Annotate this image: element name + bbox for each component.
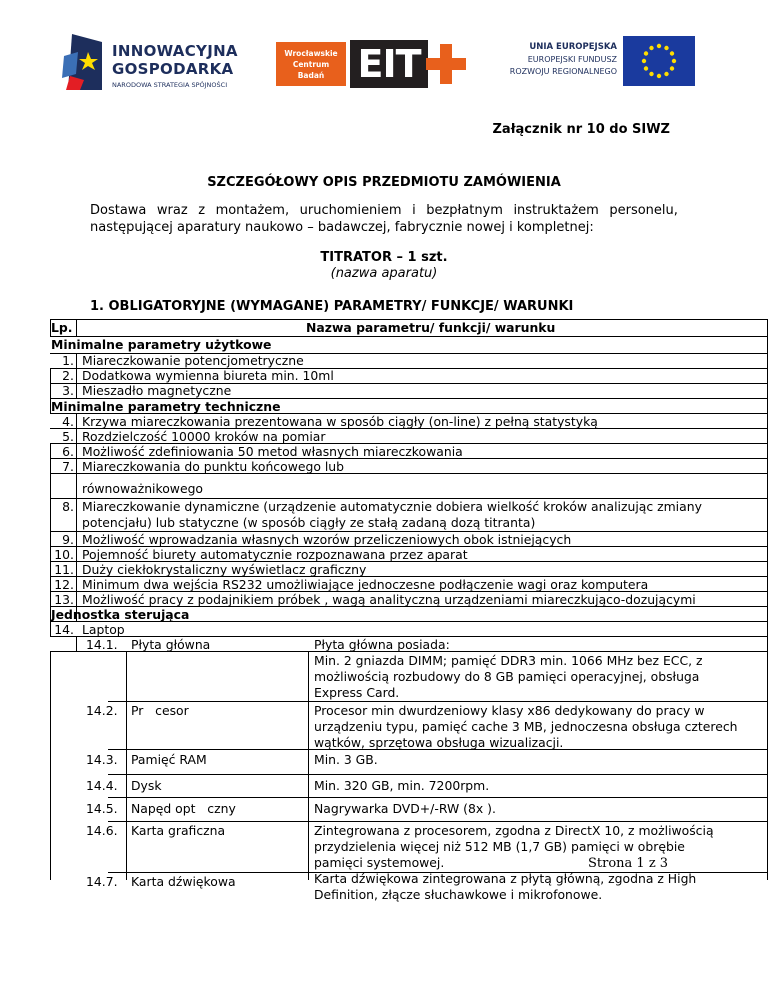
logo-eit-plus: [276, 40, 468, 90]
subrow-name: Karta graficzna: [131, 823, 226, 838]
row-number: 11.: [54, 562, 74, 577]
subrow-desc: Płyta główna posiada:: [314, 637, 450, 652]
row-text: Możliwość pracy z podajnikiem próbek , wagą analityczną urządzeniami miareczkująco-dozującymi: [82, 592, 696, 607]
row-text: Duży ciekłokrystaliczny wyświetlacz graficzny: [82, 562, 367, 577]
ue-line2: EUROPEJSKI FUNDUSZ: [527, 55, 617, 64]
subrow-desc: Procesor min dwurdzeniowy klasy x86 dedykowany do pracy w: [314, 703, 705, 718]
row-text: Krzywa miareczkowania prezentowana w sposób ciągły (on-line) z pełną statystyką: [82, 414, 598, 429]
subrow-name: Karta dźwiękowa: [131, 874, 236, 889]
logo-ig-line1: INNOWACYJNA: [112, 42, 238, 60]
subrow-name: Napęd opt czny: [131, 801, 236, 816]
subrow-number: 14.7.: [86, 874, 118, 889]
row-number: 2.: [62, 368, 74, 383]
row-number: 3.: [62, 383, 74, 398]
row-text: Miareczkowanie potencjometryczne: [82, 353, 304, 368]
row-number: 4.: [62, 414, 74, 429]
row-text: Pojemność biurety automatycznie rozpoznawana przez aparat: [82, 547, 468, 562]
subrow-desc: Zintegrowana z procesorem, zgodna z DirectX 10, z możliwością: [314, 823, 714, 838]
logo-innowacyjna-gospodarka: [62, 32, 242, 96]
row-text-cont: potencjału) lub statyczne (w sposób ciągły ze stałą zadaną dozą titranta): [82, 515, 536, 530]
row-number: 12.: [54, 577, 74, 592]
row-number: 14.: [54, 622, 74, 637]
wcb-line1: Wrocławskie: [284, 49, 338, 58]
logo-unia-europejska: [490, 32, 695, 94]
row-number: 5.: [62, 429, 74, 444]
parameters-table: [50, 319, 768, 902]
col-header-lp: Lp.: [51, 320, 73, 335]
group-heading: Minimalne parametry techniczne: [51, 399, 281, 414]
row-text: Laptop: [82, 622, 125, 637]
intro-paragraph: Dostawa wraz z montażem, uruchomieniem i bezpłatnym instruktażem personelu, następującej aparatury naukowo – badawczej, fabrycznie nowej i kompletnej:: [90, 203, 678, 235]
subrow-number: 14.1.: [86, 637, 118, 652]
subrow-desc: Min. 320 GB, min. 7200rpm.: [314, 778, 490, 793]
logo-ig-line3: NARODOWA STRATEGIA SPÓJNOŚCI: [112, 81, 228, 89]
subrow-desc: Definition, złącze słuchawkowe i mikrofonowe.: [314, 887, 603, 902]
subrow-name: Dysk: [131, 778, 162, 793]
wcb-line2: Centrum: [292, 60, 330, 69]
subrow-desc: możliwością rozbudowy do 8 GB pamięci operacyjnej, obsługa: [314, 669, 700, 684]
row-text-cont: równoważnikowego: [82, 481, 204, 496]
wcb-line3: Badań: [297, 71, 325, 80]
device-name: TITRATOR – 1 szt.: [320, 250, 448, 265]
subrow-desc: Express Card.: [314, 685, 400, 700]
eit-text: EIT: [350, 40, 428, 88]
row-number: 8.: [62, 499, 74, 514]
device-caption: (nazwa aparatu): [330, 266, 438, 281]
subrow-desc: wątków, sprzętowa obsługa wizualizacji.: [314, 735, 564, 750]
subrow-desc: urządzeniu typu, pamięć cache 3 MB, jednoczesna obsługa czterech: [314, 719, 738, 734]
group-heading: Minimalne parametry użytkowe: [51, 337, 272, 352]
row-text: Możliwość zdefiniowania 50 metod własnych miareczkowania: [82, 444, 463, 459]
document-title: SZCZEGÓŁOWY OPIS PRZEDMIOTU ZAMÓWIENIA: [207, 175, 561, 190]
subrow-number: 14.3.: [86, 752, 118, 767]
subrow-name: Pr cesor: [131, 703, 189, 718]
subrow-desc: Karta dźwiękowa zintegrowana z płytą główną, zgodna z High: [314, 871, 697, 886]
subrow-desc: Nagrywarka DVD+/-RW (8x ).: [314, 801, 496, 816]
intro-line2: następującej aparatury naukowo – badawczej, fabrycznie nowej i kompletnej:: [90, 220, 594, 235]
ue-line1: UNIA EUROPEJSKA: [529, 42, 617, 52]
wcb-box: [276, 42, 346, 86]
subrow-desc: Min. 3 GB.: [314, 752, 378, 767]
row-text: Minimum dwa wejścia RS232 umożliwiające jednoczesne podłączenie wagi oraz komputera: [82, 577, 649, 592]
row-number: 9.: [62, 532, 74, 547]
group-heading: Jednostka sterująca: [51, 607, 190, 622]
subrow-number: 14.6.: [86, 823, 118, 838]
ue-line3: ROZWOJU REGIONALNEGO: [509, 67, 617, 76]
subrow-number: 14.4.: [86, 778, 118, 793]
col-header-name: Nazwa parametru/ funkcji/ warunku: [306, 320, 556, 335]
subrow-name: Pamięć RAM: [131, 752, 207, 767]
section-title: 1. OBLIGATORYJNE (WYMAGANE) PARAMETRY/ FUNKCJE/ WARUNKI: [90, 299, 574, 314]
row-number: 7.: [62, 459, 74, 474]
row-text: Rozdzielczość 10000 kroków na pomiar: [82, 429, 326, 444]
row-number: 6.: [62, 444, 74, 459]
eu-flag-icon: [623, 36, 695, 86]
row-text: Mieszadło magnetyczne: [82, 383, 232, 398]
row-text: Możliwość wprowadzania własnych wzorów przeliczeniowych obok istniejących: [82, 532, 572, 547]
row-number: 10.: [54, 547, 74, 562]
logo-ig-line2: GOSPODARKA: [112, 60, 234, 78]
row-text: Miareczkowania do punktu końcowego lub: [82, 459, 344, 474]
row-number: 1.: [62, 353, 74, 368]
page-number: Strona 1 z 3: [588, 856, 669, 871]
annex-label: Załącznik nr 10 do SIWZ: [492, 122, 670, 137]
subrow-desc: Min. 2 gniazda DIMM; pamięć DDR3 min. 1066 MHz bez ECC, z: [314, 653, 703, 668]
subrow-number: 14.2.: [86, 703, 118, 718]
subrow-desc: przydzielenia więcej niż 512 MB (1,7 GB) pamięci w obrębie: [314, 839, 685, 854]
row-number: 13.: [54, 592, 74, 607]
subrow-desc: pamięci systemowej.: [314, 855, 445, 870]
subrow-number: 14.5.: [86, 801, 118, 816]
row-text: Miareczkowanie dynamiczne (urządzenie automatycznie dobiera wielkość kroków analizując zmiany: [82, 499, 702, 514]
innowacyjna-gospodarka-emblem-icon: [62, 34, 108, 92]
row-text: Dodatkowa wymienna biureta min. 10ml: [82, 368, 334, 383]
subrow-name: Płyta główna: [131, 637, 211, 652]
